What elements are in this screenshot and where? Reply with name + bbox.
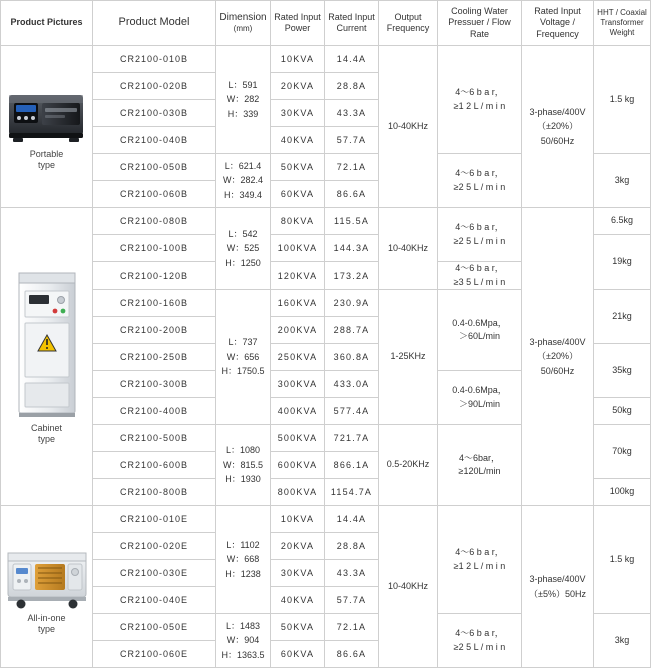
transformer-weight-cell: 1.5 kg [594, 506, 651, 614]
rated-input-power-cell: 30KVA [271, 560, 325, 587]
table-row [1, 208, 651, 235]
product-model-cell: CR2100-400B [93, 398, 216, 425]
rated-input-current-cell: 721.7A [325, 425, 379, 452]
rated-input-voltage-cell: 3-phase/400V （±20%） 50/60Hz [522, 46, 594, 208]
product-picture-caption: All-in-one type [27, 612, 66, 634]
rated-input-current-cell: 230.9A [325, 290, 379, 317]
product-model-cell: CR2100-160B [93, 290, 216, 317]
transformer-weight-cell: 70kg [594, 425, 651, 479]
transformer-weight-cell: 3kg [594, 614, 651, 668]
rated-input-power-cell: 300KVA [271, 371, 325, 398]
rated-input-power-cell: 160KVA [271, 290, 325, 317]
dimension-cell: L：542 W：525 H：1250 [216, 208, 271, 290]
product-model-cell: CR2100-250B [93, 344, 216, 371]
transformer-weight-cell: 21kg [594, 290, 651, 344]
cooling-water-cell: 0.4-0.6Mpa， ＞90L/min [438, 371, 522, 425]
rated-input-power-cell: 20KVA [271, 73, 325, 100]
transformer-weight-cell: 35kg [594, 344, 651, 398]
rated-input-current-cell: 57.7A [325, 587, 379, 614]
transformer-weight-cell: 1.5 kg [594, 46, 651, 154]
rated-input-current-cell: 57.7A [325, 127, 379, 154]
rated-input-current-cell: 14.4A [325, 506, 379, 533]
transformer-weight-cell: 50kg [594, 398, 651, 425]
header-output-frequency: Output Frequency [379, 1, 438, 46]
rated-input-power-cell: 60KVA [271, 641, 325, 668]
rated-input-power-cell: 120KVA [271, 262, 325, 290]
rated-input-power-cell: 60KVA [271, 181, 325, 208]
product-model-cell: CR2100-060E [93, 641, 216, 668]
cabinet-induction-heater-photo [5, 269, 89, 419]
output-frequency-cell: 0.5-20KHz [379, 425, 438, 506]
product-model-cell: CR2100-030E [93, 560, 216, 587]
rated-input-power-cell: 30KVA [271, 100, 325, 127]
rated-input-current-cell: 86.6A [325, 641, 379, 668]
rated-input-power-cell: 50KVA [271, 614, 325, 641]
rated-input-current-cell: 72.1A [325, 154, 379, 181]
header-row [1, 1, 651, 46]
product-model-cell: CR2100-020E [93, 533, 216, 560]
transformer-weight-cell: 6.5kg [594, 208, 651, 235]
rated-input-power-cell: 80KVA [271, 208, 325, 235]
product-model-cell: CR2100-120B [93, 262, 216, 290]
rated-input-current-cell: 360.8A [325, 344, 379, 371]
cooling-water-cell: 4～6 b a r， ≥1 2 L / m i n [438, 46, 522, 154]
rated-input-power-cell: 10KVA [271, 46, 325, 73]
rated-input-current-cell: 1154.7A [325, 479, 379, 506]
rated-input-current-cell: 577.4A [325, 398, 379, 425]
rated-input-current-cell: 866.1A [325, 452, 379, 479]
product-model-cell: CR2100-500B [93, 425, 216, 452]
product-model-cell: CR2100-100B [93, 235, 216, 262]
rated-input-power-cell: 250KVA [271, 344, 325, 371]
product-model-cell: CR2100-060B [93, 181, 216, 208]
product-picture-cell [1, 506, 93, 668]
rated-input-power-cell: 100KVA [271, 235, 325, 262]
cooling-water-cell: 4～6 b a r， ≥2 5 L / m i n [438, 614, 522, 668]
output-frequency-cell: 10-40KHz [379, 208, 438, 290]
rated-input-power-cell: 40KVA [271, 587, 325, 614]
rated-input-power-cell: 200KVA [271, 317, 325, 344]
dimension-cell: L：1102 W：668 H：1238 [216, 506, 271, 614]
product-model-cell: CR2100-010E [93, 506, 216, 533]
product-model-cell: CR2100-080B [93, 208, 216, 235]
rated-input-current-cell: 43.3A [325, 560, 379, 587]
dimension-cell: L：1483 W：904 H：1363.5 [216, 614, 271, 668]
rated-input-power-cell: 40KVA [271, 127, 325, 154]
table-row [1, 506, 651, 533]
output-frequency-cell: 10-40KHz [379, 506, 438, 668]
rated-input-power-cell: 10KVA [271, 506, 325, 533]
product-model-cell: CR2100-600B [93, 452, 216, 479]
dimension-cell: L：591 W：282 H：339 [216, 46, 271, 154]
header-cooling-water: Cooling Water Pressuer / Flow Rate [438, 1, 522, 46]
table-header [1, 1, 651, 46]
header-dimension: Dimension (mm) [216, 1, 271, 46]
product-model-cell: CR2100-040B [93, 127, 216, 154]
product-model-cell: CR2100-200B [93, 317, 216, 344]
product-model-cell: CR2100-020B [93, 73, 216, 100]
rated-input-current-cell: 14.4A [325, 46, 379, 73]
rated-input-power-cell: 500KVA [271, 425, 325, 452]
rated-input-current-cell: 288.7A [325, 317, 379, 344]
product-picture-cell [1, 208, 93, 506]
dimension-cell: L：621.4 W：282.4 H：349.4 [216, 154, 271, 208]
product-picture-cell [1, 46, 93, 208]
product-model-cell: CR2100-030B [93, 100, 216, 127]
header-product-pictures: Product Pictures [1, 1, 93, 46]
header-transformer-weight: HHT / Coaxial Transformer Weight [594, 1, 651, 46]
product-model-cell: CR2100-050E [93, 614, 216, 641]
dimension-cell: L：737 W：656 H：1750.5 [216, 290, 271, 425]
cooling-water-cell: 4～6bar， ≥120L/min [438, 425, 522, 506]
transformer-weight-cell: 19kg [594, 235, 651, 290]
cooling-water-cell: 4～6 b a r， ≥1 2 L / m i n [438, 506, 522, 614]
product-model-cell: CR2100-050B [93, 154, 216, 181]
dimension-cell: L：1080 W：815.5 H：1930 [216, 425, 271, 506]
product-model-cell: CR2100-010B [93, 46, 216, 73]
header-rated-input-voltage: Rated Input Voltage / Frequency [522, 1, 594, 46]
rated-input-current-cell: 144.3A [325, 235, 379, 262]
cooling-water-cell: 4～6 b a r， ≥2 5 L / m i n [438, 208, 522, 262]
transformer-weight-cell: 3kg [594, 154, 651, 208]
product-model-cell: CR2100-800B [93, 479, 216, 506]
table-row [1, 46, 651, 73]
product-model-cell: CR2100-300B [93, 371, 216, 398]
cooling-water-cell: 0.4-0.6Mpa， ＞60L/min [438, 290, 522, 371]
output-frequency-cell: 1-25KHz [379, 290, 438, 425]
rated-input-current-cell: 72.1A [325, 614, 379, 641]
output-frequency-cell: 10-40KHz [379, 46, 438, 208]
header-rated-input-current: Rated Input Current [325, 1, 379, 46]
rated-input-current-cell: 433.0A [325, 371, 379, 398]
rated-input-power-cell: 800KVA [271, 479, 325, 506]
portable-induction-heater-photo [5, 83, 89, 145]
rated-input-power-cell: 20KVA [271, 533, 325, 560]
rated-input-power-cell: 50KVA [271, 154, 325, 181]
rated-input-voltage-cell: 3-phase/400V （±20%） 50/60Hz [522, 208, 594, 506]
product-picture-caption: Cabinet type [30, 422, 63, 444]
rated-input-voltage-cell: 3-phase/400V （±5%）50Hz [522, 506, 594, 668]
rated-input-current-cell: 43.3A [325, 100, 379, 127]
rated-input-power-cell: 400KVA [271, 398, 325, 425]
header-product-model: Product Model [93, 1, 216, 46]
table-body [1, 46, 651, 668]
rated-input-current-cell: 28.8A [325, 73, 379, 100]
all-in-one-induction-heater-photo [5, 539, 89, 609]
cooling-water-cell: 4～6 b a r， ≥2 5 L / m i n [438, 154, 522, 208]
product-picture-caption: Portable type [29, 148, 64, 170]
transformer-weight-cell: 100kg [594, 479, 651, 506]
product-model-cell: CR2100-040E [93, 587, 216, 614]
header-rated-input-power: Rated Input Power [271, 1, 325, 46]
cooling-water-cell: 4～6 b a r， ≥3 5 L / m i n [438, 262, 522, 290]
rated-input-current-cell: 173.2A [325, 262, 379, 290]
rated-input-current-cell: 115.5A [325, 208, 379, 235]
rated-input-power-cell: 600KVA [271, 452, 325, 479]
rated-input-current-cell: 28.8A [325, 533, 379, 560]
rated-input-current-cell: 86.6A [325, 181, 379, 208]
